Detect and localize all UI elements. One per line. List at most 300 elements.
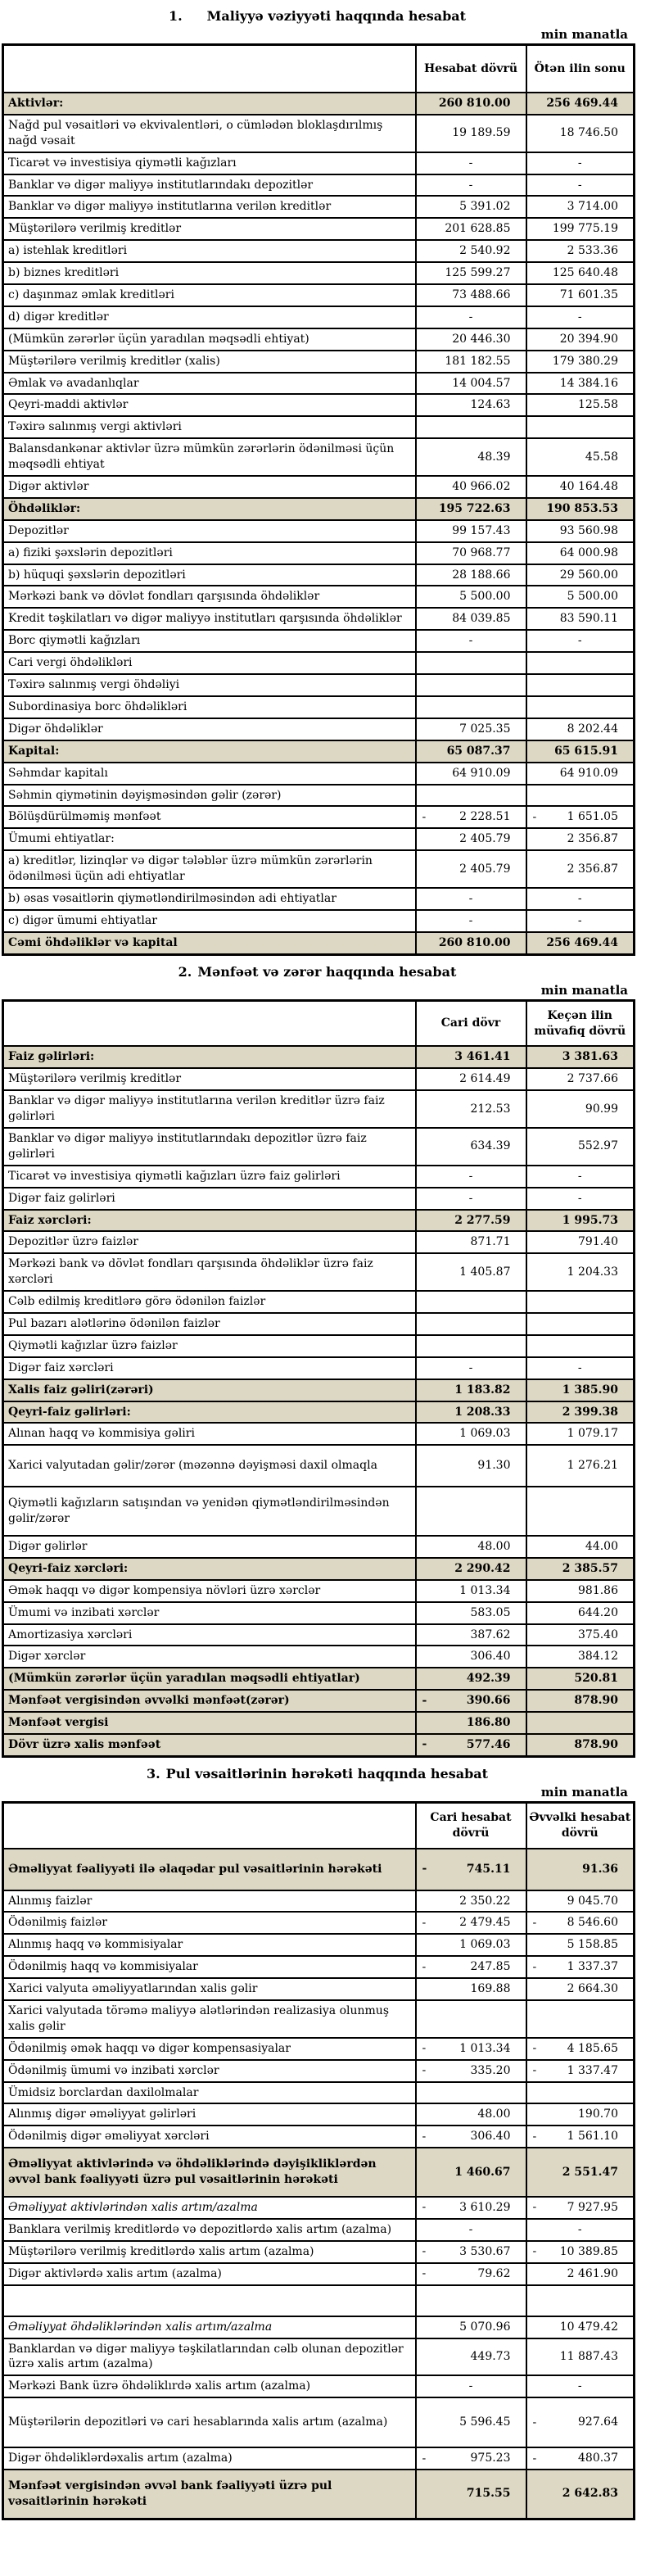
minus-sign: - [422,1694,427,1708]
value-number: 583.05 [470,1605,511,1619]
table-row [3,1536,635,1558]
row-label-cell: Qiymətli kağızlar üzrə faizlər [3,1335,416,1357]
table-row [3,888,635,910]
value-cell-current [416,373,526,395]
value-cell-previous [526,2263,635,2285]
section-title [2,8,633,24]
column-header-row [3,1000,635,1046]
row-label-cell: Digər öhdəliklərdəxalis artım (azalma) [3,2447,416,2470]
table-row [3,2103,635,2126]
minus-sign: - [422,2041,427,2055]
row-label-cell: Xarici valyutada törəmə maliyyə alətlərindən realizasiya olunmuş xalis gəlir [3,2000,416,2038]
value-number: 981.86 [578,1583,618,1597]
value-cell-current [416,1602,526,1624]
value-number: 480.37 [578,2452,618,2465]
value-cell-previous: - [526,1188,635,1210]
value-cell-current [416,2263,526,2285]
row-label-cell: Digər faiz gəlirləri [3,1188,416,1210]
value-number: 93 560.98 [559,523,618,537]
unit-note: min manatla [540,982,628,998]
empty-header-cell [3,45,416,93]
row-label-cell: Əmlak və avadanlıqlar [3,373,416,395]
minus-sign: - [532,2244,537,2258]
unit-note: min manatla [540,1784,628,1800]
value-number: 2 737.66 [567,1072,618,1086]
value-cell-previous [526,520,635,542]
table-row [3,586,635,608]
table-row [3,1166,635,1188]
value-cell-current [416,218,526,240]
value-cell-previous [526,1253,635,1291]
table-row [3,718,635,740]
value-cell-previous [526,2397,635,2447]
value-cell-previous [526,240,635,262]
value-cell-current [416,2241,526,2263]
column-header: Keçən ilin müvafiq dövrü [526,1000,635,1046]
row-label-cell: Depozitlər [3,520,416,542]
row-label-cell: Alınmış digər əməliyyat gəlirləri [3,2103,416,2126]
value-number: 65 615.91 [554,744,618,758]
table-row [3,2285,635,2316]
value-cell-current [416,416,526,438]
value-cell-current [416,674,526,696]
value-cell-previous [526,2103,635,2126]
table-row [3,328,635,351]
table-row [3,196,635,218]
table-row [3,828,635,850]
value-cell-current [416,1912,526,1934]
minus-sign: - [422,2063,427,2077]
value-cell-previous: - [526,888,635,910]
value-cell-previous: - [526,1357,635,1379]
value-number: 84 039.85 [452,612,511,626]
value-number: 2 461.90 [567,2266,618,2280]
value-number: 492.39 [466,1672,511,1686]
value-cell-previous [526,1313,635,1335]
value-number: 1 460.67 [454,2165,511,2179]
value-cell-previous [526,696,635,718]
table-row [3,2038,635,2060]
value-cell-previous [526,2447,635,2470]
value-cell-current [416,196,526,218]
value-cell-current [416,763,526,785]
value-cell-previous [526,785,635,807]
value-cell-current [416,1210,526,1232]
value-number: 2 356.87 [567,832,618,846]
minus-sign: - [532,2130,537,2144]
value-cell-current [416,115,526,152]
row-label-cell: b) hüquqi şəxslərin depozitləri [3,564,416,586]
value-cell-previous [526,438,635,476]
row-label-cell: Digər aktivlərdə xalis artım (azalma) [3,2263,416,2285]
value-cell-current [416,438,526,476]
row-label-cell: Faiz gəlirləri: [3,1046,416,1068]
row-label-cell: Pul bazarı alətlərinə ödənilən faizlər [3,1313,416,1335]
statement-section-financial-position [2,8,655,956]
minus-sign: - [532,2041,537,2055]
value-cell-previous [526,351,635,373]
value-cell-current [416,262,526,284]
value-cell-current [416,696,526,718]
table-row [3,1890,635,1913]
value-number: 5 070.96 [459,2320,511,2334]
value-cell-previous [526,586,635,608]
row-label-cell: Cari vergi öhdəlikləri [3,652,416,674]
value-number: 64 910.09 [559,766,618,780]
value-cell-previous [526,2148,635,2197]
value-cell-previous [526,1580,635,1602]
value-cell-previous [526,2000,635,2038]
value-cell-current [416,2126,526,2148]
value-cell-current [416,1313,526,1335]
table-row [3,1231,635,1253]
value-cell-previous [526,1291,635,1313]
row-label-cell: Faiz xərcləri: [3,1210,416,1232]
value-cell-current [416,2197,526,2219]
row-label-cell: Əməliyyat fəaliyyəti ilə əlaqədar pul vəsaitlərinin hərəkəti [3,1849,416,1890]
value-number: 10 389.85 [559,2244,618,2258]
minus-sign: - [532,2201,537,2215]
table-row [3,564,635,586]
row-label-cell: (Mümkün zərərlər üçün yaradılan məqsədli ehtiyatlar) [3,1668,416,1690]
value-number: 10 479.42 [559,2320,618,2334]
cash-flow-table-body [3,1802,635,2519]
table-row [3,1602,635,1624]
value-cell-previous [526,542,635,564]
value-number: 1 183.82 [454,1383,511,1397]
value-number: 2 614.49 [459,1072,511,1086]
value-number: 2 356.87 [567,862,618,876]
value-cell-current [416,1423,526,1445]
value-number: 2 405.79 [459,862,511,876]
value-cell-current [416,498,526,520]
value-cell-current: - [416,174,526,197]
row-label-cell: Xalis faiz gəliri(zərəri) [3,1379,416,1401]
value-number: 8 202.44 [567,722,618,736]
row-label-cell: Banklardan və digər maliyyə təşkilatlarından cəlb olunan depozitlər üzrə xalis artım (azalma) [3,2338,416,2376]
cash-flow-table [2,1801,635,2520]
value-cell-current [416,520,526,542]
value-cell-previous [526,1046,635,1068]
row-label-cell: b) əsas vəsaitlərin qiymətləndirilməsindən adi ehtiyatlar [3,888,416,910]
value-number: 65 087.37 [446,744,511,758]
column-header: Hesabat dövrü [416,45,526,93]
value-number: 91.30 [477,1459,511,1473]
minus-sign: - [532,2415,537,2429]
section-title-text: Mənfəət və zərər haqqında hesabat [197,963,457,980]
table-row [3,1934,635,1956]
value-cell-previous [526,218,635,240]
value-cell-previous [526,2470,635,2519]
value-number: 878.90 [574,1694,618,1708]
table-row [3,2263,635,2285]
table-row [3,1401,635,1424]
value-cell-current [416,1046,526,1068]
table-row [3,1313,635,1335]
value-number: 1 385.90 [562,1383,618,1397]
value-cell-current [416,394,526,416]
value-cell-current [416,2338,526,2376]
row-label-cell: c) daşınmaz əmlak kreditləri [3,284,416,306]
value-cell-previous [526,1712,635,1734]
table-row [3,1357,635,1379]
profit-loss-table [2,999,635,1758]
value-number: 1 069.03 [459,1427,511,1441]
row-label-cell: Müştərilərin depozitləri və cari hesablarında xalis artım (azalma) [3,2397,416,2447]
value-cell-previous [526,1445,635,1487]
value-number: 1 651.05 [567,810,618,824]
table-row [3,1423,635,1445]
row-label-cell: Müştərilərə verilmiş kreditlər [3,218,416,240]
row-label-cell: Müştərilərə verilmiş kreditlər (xalis) [3,351,416,373]
table-row [3,1734,635,1756]
table-row [3,218,635,240]
row-label-cell: Ticarət və investisiya qiymətli kağızları [3,152,416,174]
row-label-cell: Ödənilmiş digər əməliyyat xərcləri [3,2126,416,2148]
value-cell-previous [526,1558,635,1580]
value-number: 199 775.19 [552,222,618,236]
row-label-cell: Digər xərclər [3,1646,416,1668]
value-number: 186.80 [466,1716,511,1730]
value-number: 449.73 [470,2349,511,2363]
value-cell-previous: - [526,2219,635,2241]
value-number: 3 714.00 [567,200,618,214]
value-number: 2 479.45 [459,1916,511,1930]
value-number: 2 551.47 [562,2165,618,2179]
table-row [3,696,635,718]
value-number: 1 013.34 [459,2041,511,2055]
value-cell-current [416,1978,526,2000]
value-number: 1 337.37 [567,1960,618,1974]
value-number: 1 337.47 [567,2063,618,2077]
value-cell-previous [526,2338,635,2376]
table-row [3,1335,635,1357]
value-number: 552.97 [578,1139,618,1153]
value-cell-previous [526,476,635,498]
row-label-cell: Öhdəliklər: [3,498,416,520]
table-row [3,1690,635,1712]
value-cell-current [416,1231,526,1253]
value-number: 5 391.02 [459,200,511,214]
value-cell-previous [526,1487,635,1536]
value-number: 644.20 [578,1605,618,1619]
value-cell-current: - [416,888,526,910]
table-row [3,2316,635,2338]
row-label-cell: Borc qiymətli kağızları [3,630,416,652]
value-number: 715.55 [466,2487,511,2501]
value-cell-current [416,2082,526,2104]
value-number: 3 610.29 [459,2201,511,2215]
value-cell-previous [526,2197,635,2219]
value-cell-previous: - [526,2375,635,2397]
value-number: 256 469.44 [546,97,618,110]
value-cell-current [416,1253,526,1291]
minus-sign: - [422,810,427,824]
row-label-cell: Alınan haqq və kommisiya gəliri [3,1423,416,1445]
table-row [3,1445,635,1487]
row-label-cell: Səhmin qiymətinin dəyişməsindən gəlir (zərər) [3,785,416,807]
value-cell-current: - [416,910,526,932]
value-number: 3 530.67 [459,2244,511,2258]
minus-sign: - [422,1862,427,1876]
statement-section-profit-loss [2,964,655,1758]
section-number: 3. [146,1765,160,1781]
table-row [3,2470,635,2519]
value-number: 181 182.55 [445,354,511,368]
row-label-cell: Səhmdar kapitalı [3,763,416,785]
value-cell-current [416,1445,526,1487]
table-row [3,93,635,115]
table-row [3,2241,635,2263]
row-label-cell: Təxirə salınmış vergi aktivləri [3,416,416,438]
value-number: 18 746.50 [559,126,618,140]
table-row [3,2338,635,2376]
value-number: 878.90 [574,1738,618,1752]
empty-header-cell [3,1802,416,1848]
value-number: 40 966.02 [452,480,511,494]
row-label-cell: a) istehlak kreditləri [3,240,416,262]
value-number: 871.71 [470,1235,511,1249]
table-row [3,850,635,888]
value-cell-current [416,1090,526,1128]
row-label-cell: Mərkəzi bank və dövlət fondları qarşısında öhdəliklər [3,586,416,608]
value-cell-current [416,351,526,373]
table-row [3,438,635,476]
value-number: 83 590.11 [559,612,618,626]
value-number: 91.36 [582,1862,618,1876]
value-number: 20 394.90 [559,332,618,346]
row-label-cell: Dövr üzrə xalis mənfəət [3,1734,416,1756]
value-number: 70 968.77 [452,546,511,559]
value-cell-previous [526,740,635,763]
column-header-row [3,1802,635,1848]
value-cell-previous: - [526,306,635,328]
column-header-row [3,45,635,93]
value-number: 48.00 [477,1540,511,1553]
row-label-cell: Əmək haqqı və digər kompensiya növləri üzrə xərclər [3,1580,416,1602]
row-label-cell: Ümidsiz borclardan daxilolmalar [3,2082,416,2104]
minus-sign: - [422,1916,427,1930]
value-cell-previous [526,652,635,674]
value-cell-current [416,932,526,954]
value-cell-previous [526,1978,635,2000]
section-number: 1. [168,8,183,24]
value-cell-current [416,1536,526,1558]
value-cell-previous [526,1128,635,1166]
value-cell-previous: - [526,910,635,932]
table-row [3,740,635,763]
value-cell-current [416,1734,526,1756]
table-row [3,394,635,416]
table-row [3,910,635,932]
value-cell-previous: - [526,1166,635,1188]
row-label-cell: Qeyri-faiz xərcləri: [3,1558,416,1580]
value-number: 169.88 [470,1982,511,1996]
value-cell-previous [526,394,635,416]
value-cell-previous [526,806,635,828]
value-number: 45.58 [585,450,618,464]
value-number: 2 290.42 [454,1561,511,1575]
minus-sign: - [532,1960,537,1974]
table-row [3,1487,635,1536]
table-row [3,608,635,630]
value-cell-current [416,2103,526,2126]
value-number: 260 810.00 [438,97,511,110]
value-cell-previous [526,1956,635,1978]
value-cell-previous [526,262,635,284]
value-number: 90.99 [585,1102,618,1116]
value-cell-previous [526,1668,635,1690]
table-row [3,1712,635,1734]
value-number: 520.81 [574,1672,618,1686]
row-label-cell: Banklar və digər maliyyə institutlarına verilən kreditlər [3,196,416,218]
value-cell-previous [526,1068,635,1090]
table-row [3,1046,635,1068]
row-label-cell: Banklar və digər maliyyə institutlarındakı depozitlər üzrə faiz gəlirləri [3,1128,416,1166]
value-number: 306.40 [470,1650,511,1664]
table-row [3,1646,635,1668]
empty-header-cell [3,1000,416,1046]
value-cell-previous [526,1690,635,1712]
value-cell-previous [526,1912,635,1934]
value-cell-current: - [416,1166,526,1188]
table-row [3,2148,635,2197]
row-label-cell: Cəmi öhdəliklər və kapital [3,932,416,954]
value-cell-current [416,1668,526,1690]
table-row [3,240,635,262]
row-label-cell: Mənfəət vergisindən əvvəlki mənfəət(zərər) [3,1690,416,1712]
value-cell-previous [526,2316,635,2338]
value-cell-current: - [416,152,526,174]
value-cell-current [416,806,526,828]
table-row [3,1580,635,1602]
table-row [3,2126,635,2148]
row-label-cell: Mənfəət vergisi [3,1712,416,1734]
row-label-cell: Qeyri-maddi aktivlər [3,394,416,416]
row-label-cell: Digər aktivlər [3,476,416,498]
section-title [2,964,633,980]
table-row [3,351,635,373]
value-cell-previous [526,1934,635,1956]
row-label-cell: Kapital: [3,740,416,763]
table-row [3,1188,635,1210]
value-cell-previous [526,1423,635,1445]
row-label-cell: Alınmış faizlər [3,1890,416,1913]
row-label-cell: Təxirə salınmış vergi öhdəliyi [3,674,416,696]
value-cell-current [416,1934,526,1956]
value-number: 1 405.87 [459,1265,511,1279]
value-cell-previous [526,115,635,152]
table-row [3,763,635,785]
value-number: 28 188.66 [452,568,511,582]
row-label-cell: Qiymətli kağızların satışından və yenidən qiymətləndirilməsindən gəlir/zərər [3,1487,416,1536]
column-header: Əvvəlki hesabat dövrü [526,1802,635,1848]
value-cell-previous: - [526,630,635,652]
value-number: 7 025.35 [459,722,511,736]
value-cell-current [416,718,526,740]
value-cell-current [416,2397,526,2447]
value-cell-current [416,93,526,115]
value-number: 5 500.00 [459,590,511,604]
value-cell-current [416,1379,526,1401]
value-cell-previous: - [526,152,635,174]
row-label-cell: Digər gəlirlər [3,1536,416,1558]
value-number: 9 045.70 [567,1894,618,1908]
value-number: 390.66 [466,1694,511,1708]
row-label-cell: Ümumi ehtiyatlar: [3,828,416,850]
value-cell-previous [526,763,635,785]
value-cell-previous [526,1231,635,1253]
